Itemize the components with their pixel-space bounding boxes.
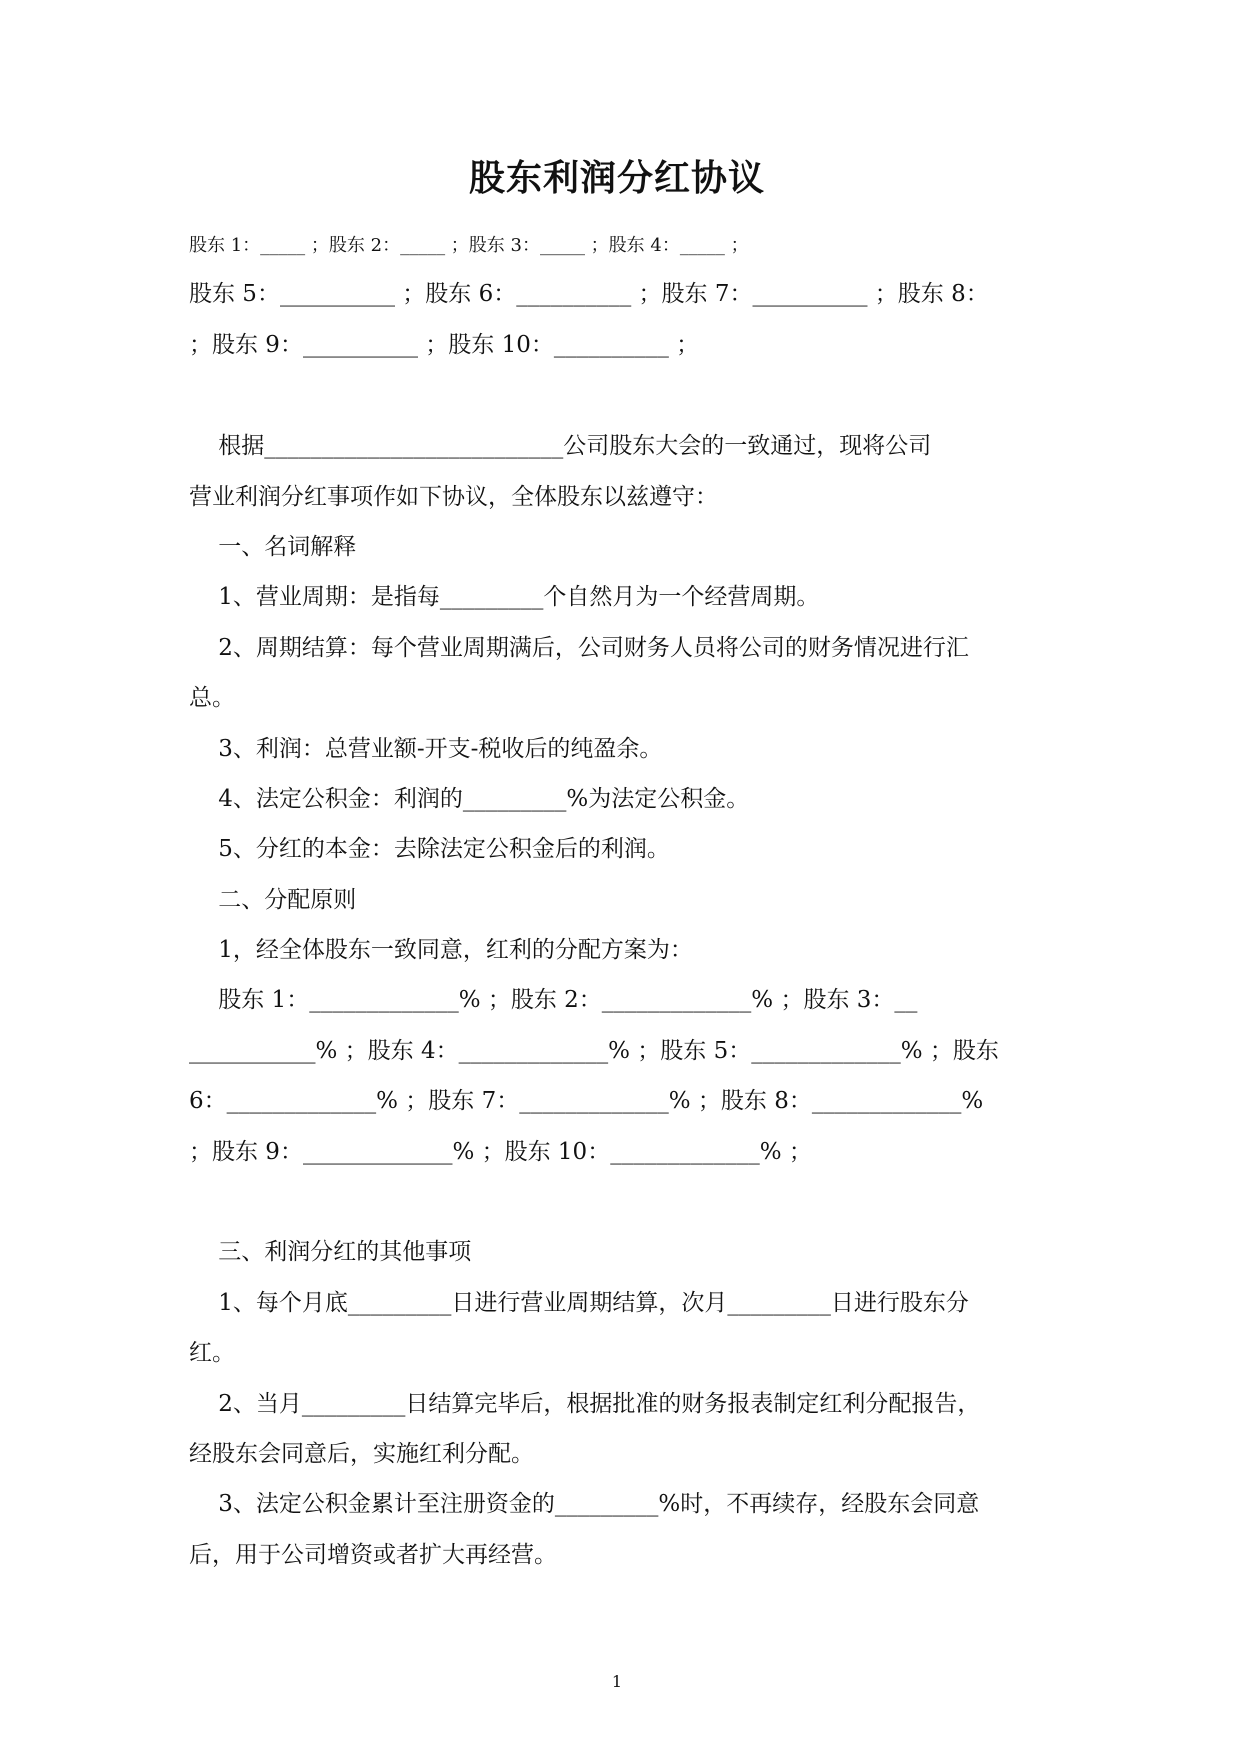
term-4: 4、法定公积金：利润的_________%为法定公积金。 <box>189 786 750 812</box>
page-number: 1 <box>611 1672 623 1691</box>
item-3-line-1: 3、法定公积金累计至注册资金的_________%时，不再续存，经股东会同意 <box>189 1491 980 1517</box>
shareholders-row-2: 股东 5：__________ ；股东 6：__________ ；股东 7：__________ ；股东 8： <box>189 281 989 307</box>
item-1-line-1: 1、每个月底_________日进行营业周期结算，次月_________日进行股东分 <box>189 1290 969 1316</box>
term-3: 3、利润：总营业额-开支-税收后的纯盈余。 <box>189 736 663 762</box>
item-3-line-2: 后，用于公司增资或者扩大再经营。 <box>189 1542 557 1568</box>
section-3-heading: 三、利润分红的其他事项 <box>189 1239 472 1265</box>
intro-line-2: 营业利润分红事项作如下协议，全体股东以兹遵守： <box>189 484 718 510</box>
ratio-line-1: 股东 1：_____________% ；股东 2：_____________% ；股东 3：__ <box>189 987 918 1013</box>
item-2-line-1: 2、当月_________日结算完毕后，根据批准的财务报表制定红利分配报告， <box>189 1391 981 1417</box>
shareholders-row-1: 股东 1：_____ ；股东 2：_____ ；股东 3：_____ ；股东 4：_____ ； <box>189 235 749 256</box>
term-2-line-2: 总。 <box>189 685 235 711</box>
term-5: 5、分红的本金：去除法定公积金后的利润。 <box>189 836 670 862</box>
item-2-line-2: 经股东会同意后，实施红利分配。 <box>189 1441 534 1467</box>
section-1-heading: 一、名词解释 <box>189 534 357 560</box>
term-2-line-1: 2、周期结算：每个营业周期满后，公司财务人员将公司的财务情况进行汇 <box>189 635 969 661</box>
principle-1: 1，经全体股东一致同意，红利的分配方案为： <box>189 937 693 963</box>
ratio-line-2: ___________% ；股东 4：_____________% ；股东 5：_____________% ；股东 <box>189 1038 999 1064</box>
page-title: 股东利润分红协议 <box>468 157 765 199</box>
ratio-line-3: 6：_____________% ；股东 7：_____________% ；股东 8：_____________% <box>189 1088 984 1114</box>
term-1: 1、营业周期：是指每_________个自然月为一个经营周期。 <box>189 584 820 610</box>
section-2-heading: 二、分配原则 <box>189 887 357 913</box>
ratio-line-4: ；股东 9：_____________% ；股东 10：_____________% ； <box>189 1139 812 1165</box>
intro-line-1: 根据__________________________公司股东大会的一致通过，现将公司 <box>189 433 932 459</box>
item-1-line-2: 红。 <box>189 1340 235 1366</box>
shareholders-row-3: ；股东 9：__________ ；股东 10：__________ ； <box>189 332 700 358</box>
